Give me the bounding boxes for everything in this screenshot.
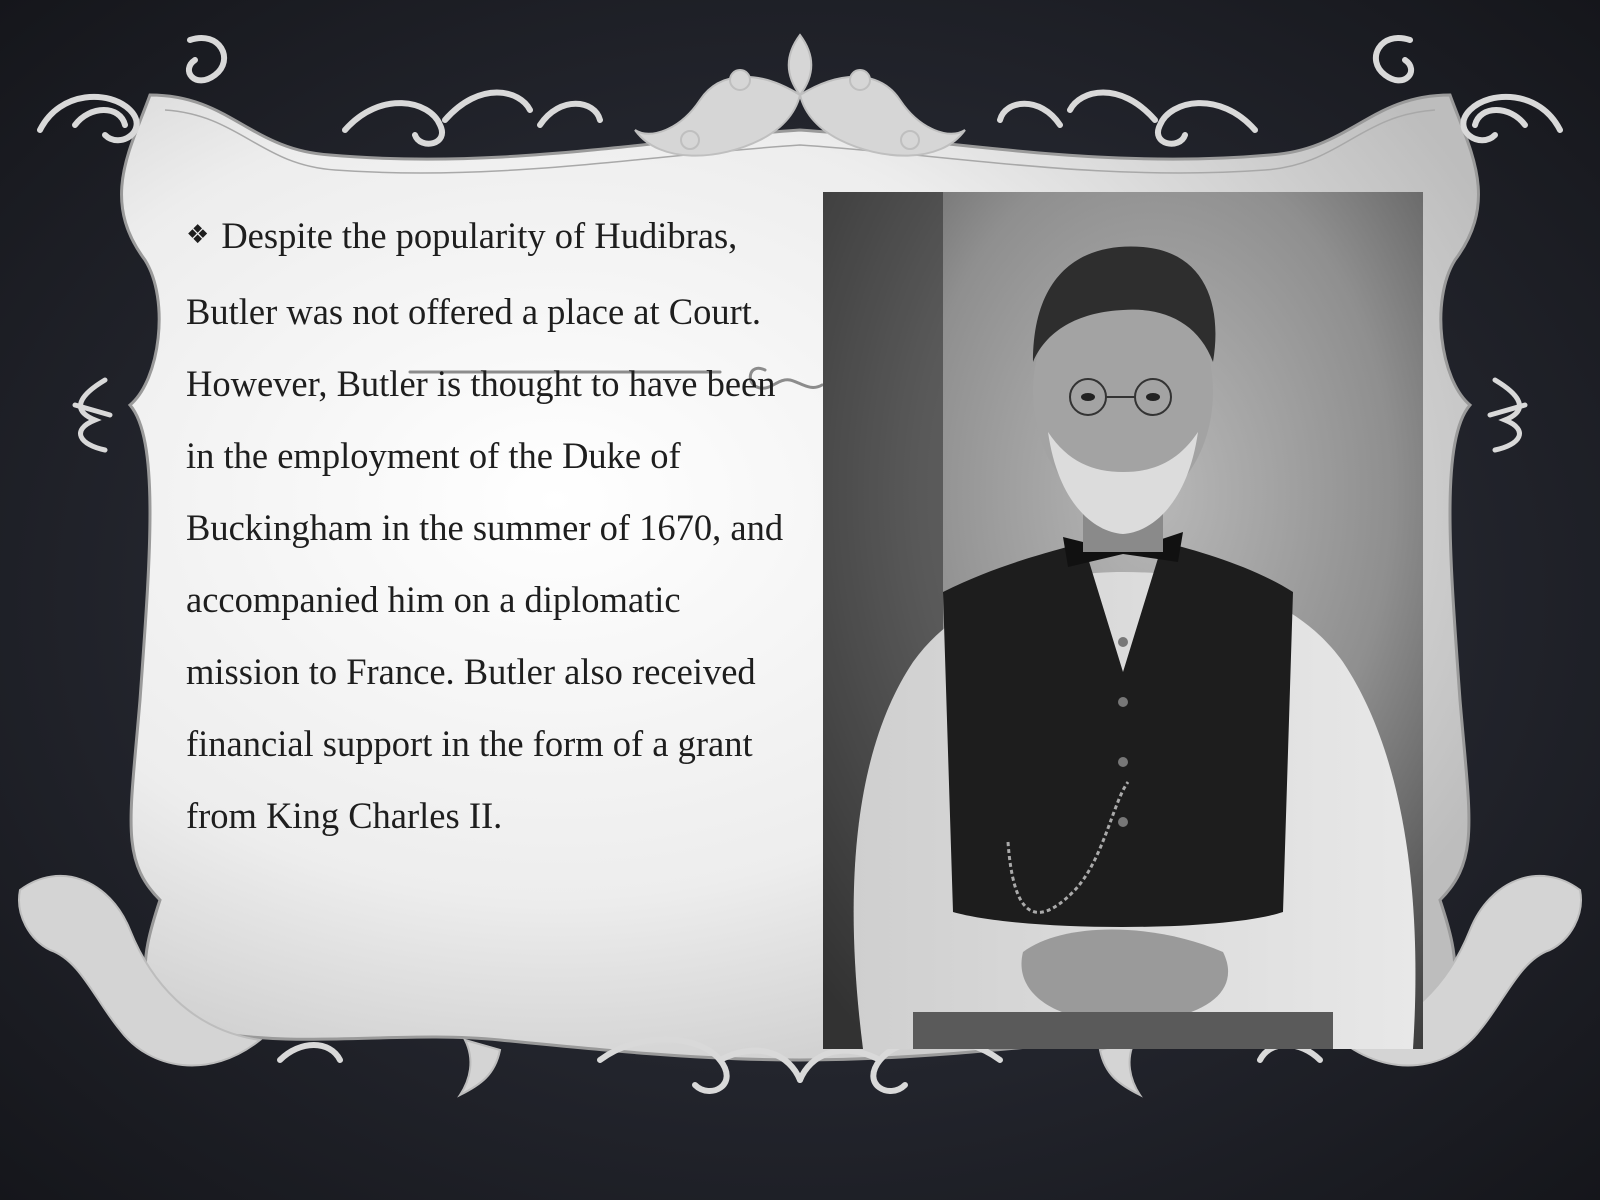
bullet-diamond-icon: ❖	[186, 220, 210, 250]
portrait-photo	[823, 192, 1423, 1049]
body-paragraph: Despite the popularity of Hudibras, Butler was not offered a place at Court. However, Butler is thought to have been in the employment of the Duke of Buckingham in the summer of 1670, and accompanied him on a diplomatic mission to France. Butler also received financial support in the form of a grant from King Charles II.	[186, 215, 784, 836]
body-text-box	[186, 200, 786, 852]
